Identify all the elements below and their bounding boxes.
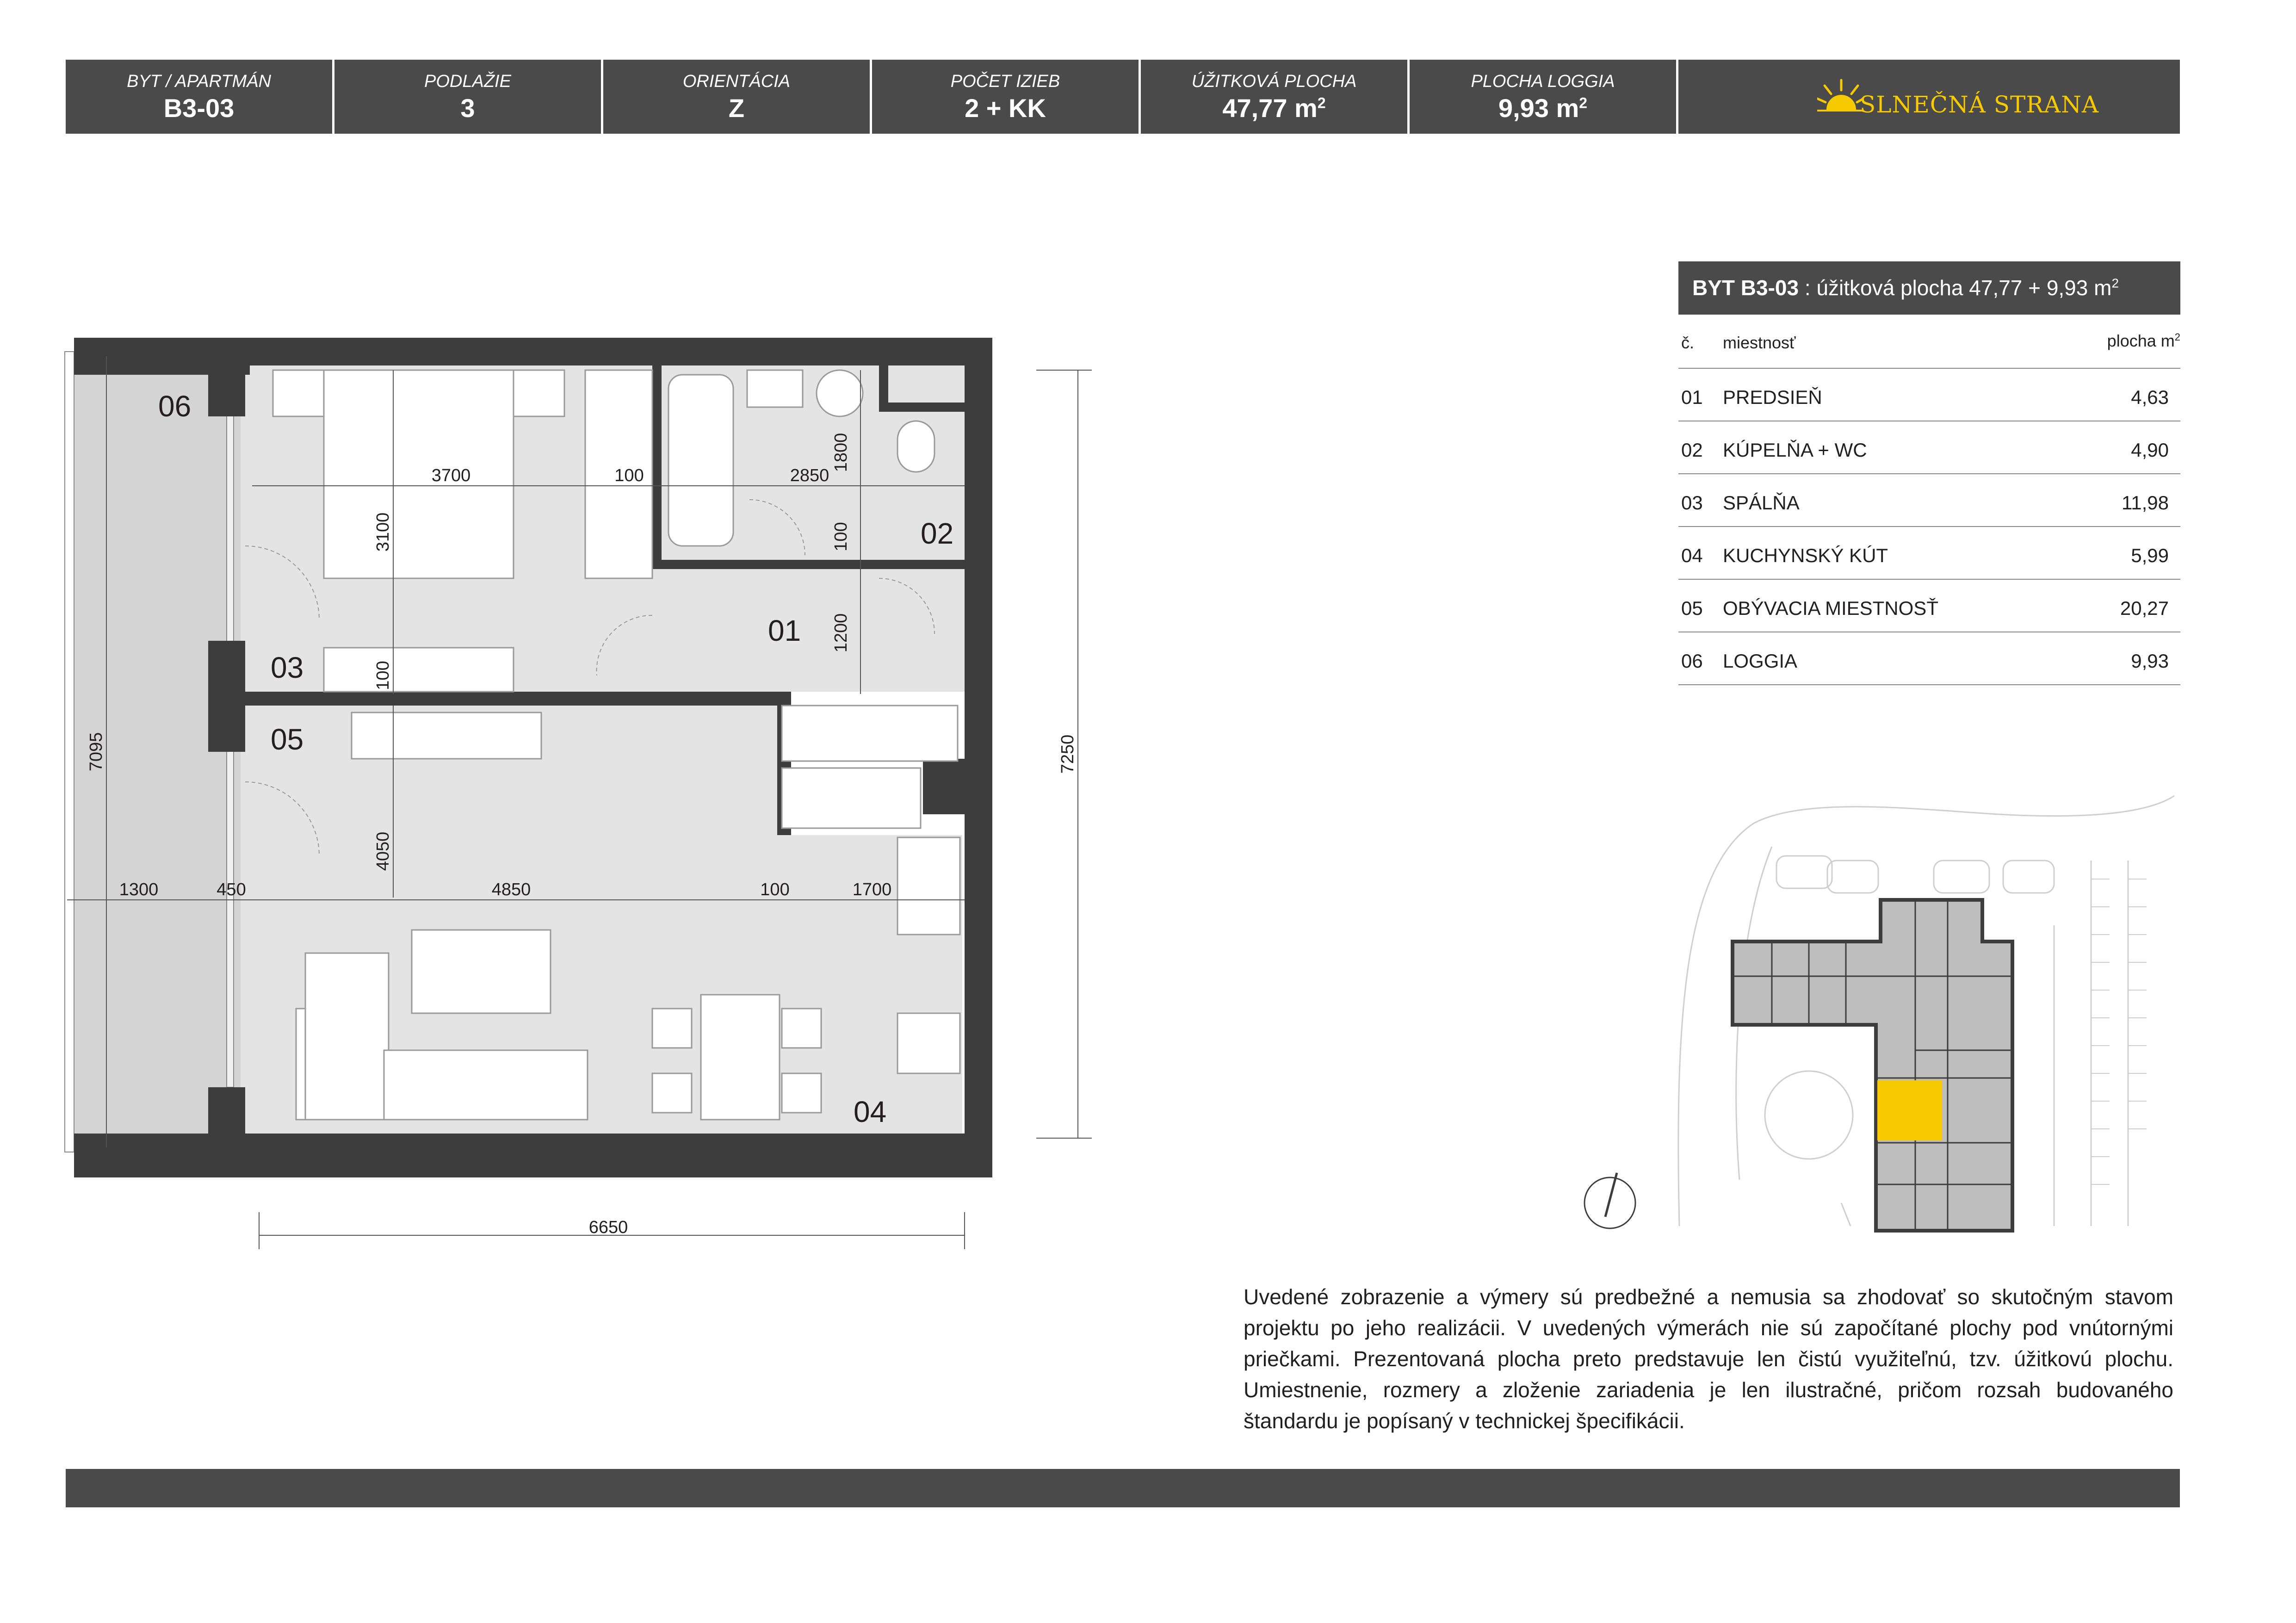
legend-row-area: 4,90	[2131, 439, 2169, 461]
footer-bar	[66, 1469, 2180, 1507]
legend-col-room: miestnosť	[1723, 333, 1796, 352]
unit-exponent: 2	[2174, 331, 2180, 343]
dimension-100: 100	[831, 522, 851, 551]
legend-col-area	[2107, 331, 2180, 351]
dimension-450: 450	[217, 880, 246, 899]
dimension-2850: 2850	[790, 466, 829, 485]
legend-row	[1678, 526, 2180, 579]
legend-row-area: 5,99	[2131, 545, 2169, 566]
unit-exponent: 2	[1317, 94, 1326, 112]
header-label: BYT / APARTMÁN	[127, 72, 271, 91]
dimension-1800: 1800	[831, 433, 851, 472]
legend-row-area: 9,93	[2131, 650, 2169, 672]
legend-row-room: LOGGIA	[1723, 650, 1798, 672]
legend-row-number: 01	[1681, 386, 1703, 408]
legend-row-number: 04	[1681, 545, 1703, 566]
highlighted-apartment	[1877, 1080, 1942, 1140]
header-value: B3-03	[163, 93, 235, 123]
room-label-06: 06	[158, 390, 192, 423]
site-plan	[1584, 796, 2174, 1231]
dimension-1700: 1700	[852, 880, 892, 899]
legend-row-room: KÚPELŇA + WC	[1723, 439, 1867, 461]
dimension-1200: 1200	[831, 613, 851, 653]
legend-title-text: : úžitková plocha 47,77 + 9,93 m	[1799, 276, 2112, 300]
dimension-7250: 7250	[1058, 734, 1077, 774]
dimension-100: 100	[760, 880, 790, 899]
legend-row-room: KUCHYNSKÝ KÚT	[1723, 545, 1888, 566]
header-value: 2 + KK	[965, 93, 1046, 123]
dimension-100: 100	[614, 466, 644, 485]
header-label: ÚŽITKOVÁ PLOCHA	[1191, 72, 1357, 91]
legend-row-room: SPÁLŇA	[1723, 492, 1800, 514]
room-label-01: 01	[768, 614, 801, 647]
room-label-04: 04	[854, 1095, 887, 1128]
header-label: PODLAŽIE	[424, 72, 511, 91]
header-label: ORIENTÁCIA	[682, 72, 791, 91]
dimension-3700: 3700	[431, 466, 471, 485]
hall-floor	[652, 567, 967, 692]
legend-row	[1678, 368, 2180, 421]
legend-divider	[1678, 684, 2180, 685]
legend-col-area-text: plocha m	[2107, 331, 2175, 350]
legend-row	[1678, 421, 2180, 473]
disclaimer-text: Uvedené zobrazenie a výmery sú predbežné a nemusia sa zhodovať so skutočným stavom projektu po jeho realizácii. V uvedených výmerách nie sú započítané plochy pod vnútornými priečkami. Prezentovaná plocha preto predstavuje len čistú využiteľnú, tzv. úžitkovú plochu. Umiestnenie, rozmery a zloženie zariadenia je len ilustračné, pričom rozsah budovaného štandardu je popísaný v technickej špecifikácii.	[1244, 1285, 2173, 1433]
room-label-03: 03	[271, 651, 304, 684]
legend-apartment-id: BYT B3-03	[1692, 276, 1799, 300]
parking-lines	[2091, 879, 2147, 1184]
dimension-4050: 4050	[373, 831, 393, 871]
legend-row-room: OBÝVACIA MIESTNOSŤ	[1723, 597, 1938, 619]
unit-exponent: 2	[1579, 94, 1588, 112]
room-label-02: 02	[921, 517, 954, 550]
legend-row-number: 02	[1681, 439, 1703, 461]
usable-area-value: 47,77 m	[1222, 93, 1318, 123]
room-label-05: 05	[271, 723, 304, 756]
dimension-100: 100	[373, 661, 393, 690]
legend-row-area: 20,27	[2120, 597, 2169, 619]
legend-row	[1678, 579, 2180, 632]
loggia-area-value: 9,93 m	[1498, 93, 1579, 123]
legend-row-area: 11,98	[2122, 492, 2169, 514]
legend-row-area: 4,63	[2131, 386, 2169, 408]
north-arrow-icon	[1584, 1173, 1635, 1228]
dimension-6650: 6650	[588, 1218, 628, 1237]
legend-row-number: 05	[1681, 597, 1703, 619]
legend-row-room: PREDSIEŇ	[1723, 386, 1822, 408]
loggia-railing	[65, 352, 74, 1152]
legend-row	[1678, 473, 2180, 526]
dimension-4850: 4850	[491, 880, 531, 899]
header-label: PLOCHA LOGGIA	[1471, 72, 1615, 91]
dimension-7095: 7095	[87, 732, 106, 772]
legend-row-number: 03	[1681, 492, 1703, 514]
dimension-1300: 1300	[119, 880, 159, 899]
legend-col-number: č.	[1681, 333, 1695, 352]
legend-row-number: 06	[1681, 650, 1703, 672]
header-value: Z	[728, 93, 745, 123]
header-label: POČET IZIEB	[950, 72, 1060, 91]
logo-text: SLNEČNÁ STRANA	[1860, 91, 2099, 118]
unit-exponent: 2	[2111, 276, 2119, 291]
legend-row	[1678, 632, 2180, 684]
building-footprint	[1733, 900, 2012, 1231]
dimension-3100: 3100	[373, 512, 393, 552]
legend-title	[1678, 261, 2180, 315]
header-value: 3	[460, 93, 475, 123]
